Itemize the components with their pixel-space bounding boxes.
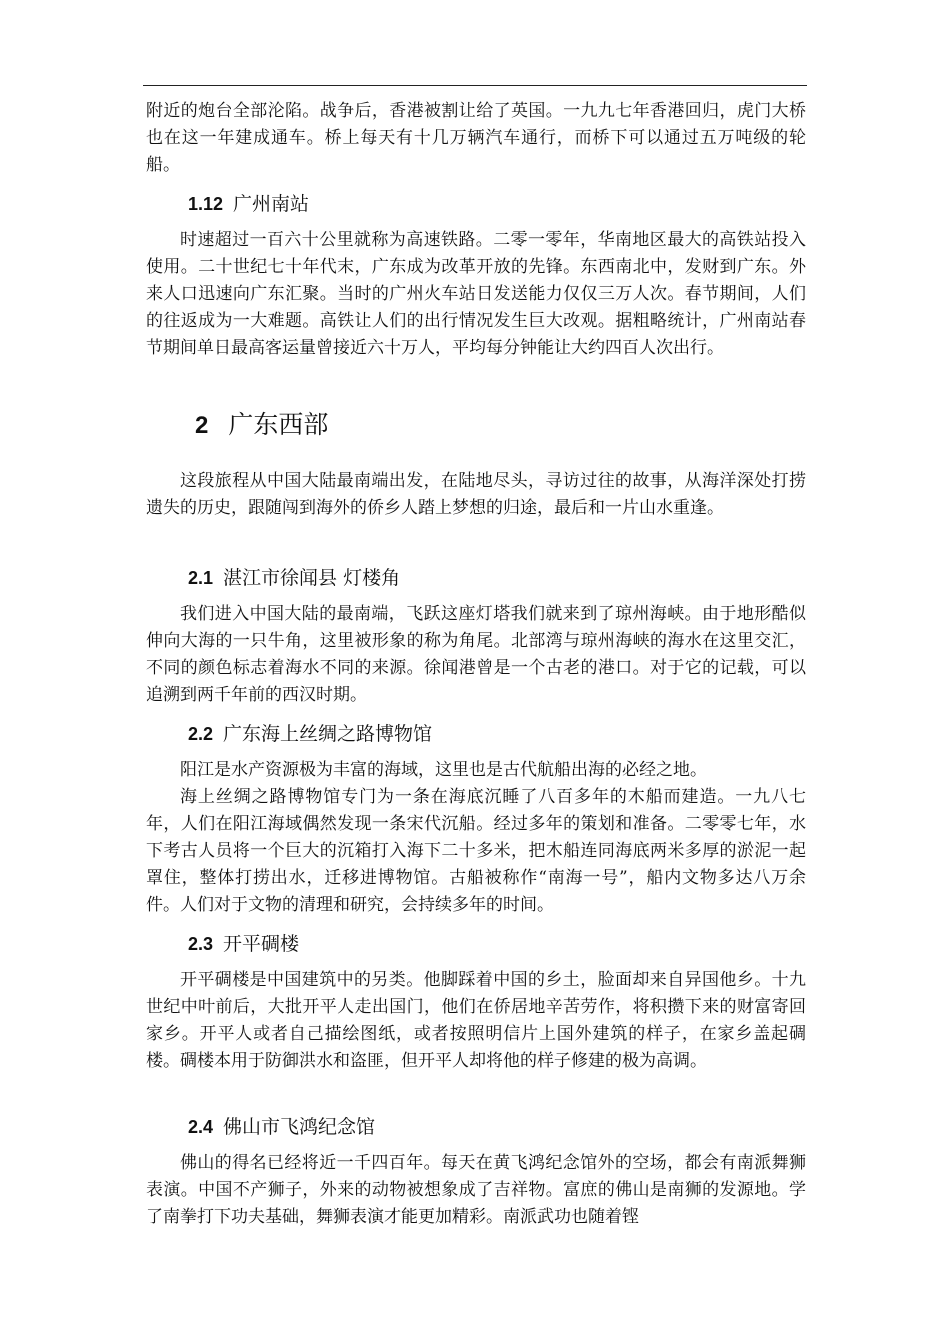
section-title: 佛山市飞鸿纪念馆: [223, 1116, 376, 1138]
section-heading-2-3: [146, 929, 806, 961]
section-heading-2-4: [146, 1112, 806, 1144]
paragraph: 海上丝绸之路博物馆专门为一条在海底沉睡了八百多年的木船而建造。一九八七年，人们在阳江海域偶然发现一条宋代沉船。经过多年的策划和准备。二零零七年，水下考古人员将一个巨大的沉箱打入海下二十多米，把木船连同海底两米多厚的淤泥一起罩住，整体打捞出水，迁移进博物馆。古船被称作“南海一号”，船内文物多达八万余件。人们对于文物的清理和研究，会持续多年的时间。: [146, 787, 806, 915]
chapter-heading-2: [146, 407, 806, 445]
section-heading-2-1: [146, 563, 806, 595]
section-heading-1-12: [146, 189, 806, 221]
section-title: 广州南站: [233, 193, 310, 215]
section-number: 2.1: [188, 568, 214, 588]
section-number: 2.2: [188, 724, 214, 744]
section-number: 1.12: [188, 194, 224, 214]
chapter-title: 广东西部: [228, 410, 329, 439]
page-content: [146, 98, 806, 1231]
paragraph: 佛山的得名已经将近一千四百年。每天在黄飞鸿纪念馆外的空场，都会有南派舞狮表演。中国不产狮子，外来的动物被想象成了吉祥物。富庶的佛山是南狮的发源地。学了南拳打下功夫基础，舞狮表演才能更加精彩。南派武功也随着铿: [146, 1153, 806, 1227]
paragraph: 这段旅程从中国大陆最南端出发，在陆地尽头，寻访过往的故事，从海洋深处打捞遗失的历史，跟随闯到海外的侨乡人踏上梦想的归途，最后和一片山水重逢。: [146, 471, 806, 518]
section-title: 广东海上丝绸之路博物馆: [223, 723, 433, 745]
section-number: 2.4: [188, 1117, 214, 1137]
section-title: 开平碉楼: [223, 933, 300, 955]
section-number: 2.3: [188, 934, 214, 954]
paragraph: 我们进入中国大陆的最南端，飞跃这座灯塔我们就来到了琼州海峡。由于地形酷似伸向大海的一只牛角，这里被形象的称为角尾。北部湾与琼州海峡的海水在这里交汇，不同的颜色标志着海水不同的来源。徐闻港曾是一个古老的港口。对于它的记载，可以追溯到两千年前的西汉时期。: [146, 604, 806, 705]
paragraph: 开平碉楼是中国建筑中的另类。他脚踩着中国的乡土，脸面却来自异国他乡。十九世纪中叶前后，大批开平人走出国门，他们在侨居地辛苦劳作，将积攒下来的财富寄回家乡。开平人或者自己描绘图纸，或者按照明信片上国外建筑的样子，在家乡盖起碉楼。碉楼本用于防御洪水和盗匪，但开平人却将他的样子修建的极为高调。: [146, 970, 806, 1071]
section-title: 湛江市徐闻县 灯楼角: [223, 567, 401, 589]
header-rule: [143, 85, 807, 86]
chapter-number: 2: [195, 412, 209, 439]
continued-paragraph: 附近的炮台全部沦陷。战争后，香港被割让给了英国。一九九七年香港回归，虎门大桥也在这一年建成通车。桥上每天有十几万辆汽车通行，而桥下可以通过五万吨级的轮船。: [146, 101, 806, 175]
paragraph: 时速超过一百六十公里就称为高速铁路。二零一零年，华南地区最大的高铁站投入使用。二十世纪七十年代末，广东成为改革开放的先锋。东西南北中，发财到广东。外来人口迅速向广东汇聚。当时的广州火车站日发送能力仅仅三万人次。春节期间，人们的往返成为一大难题。高铁让人们的出行情况发生巨大改观。据粗略统计，广州南站春节期间单日最高客运量曾接近六十万人，平均每分钟能让大约四百人次出行。: [146, 230, 806, 358]
section-heading-2-2: [146, 719, 806, 751]
paragraph: 阳江是水产资源极为丰富的海域，这里也是古代航船出海的必经之地。: [180, 760, 707, 780]
